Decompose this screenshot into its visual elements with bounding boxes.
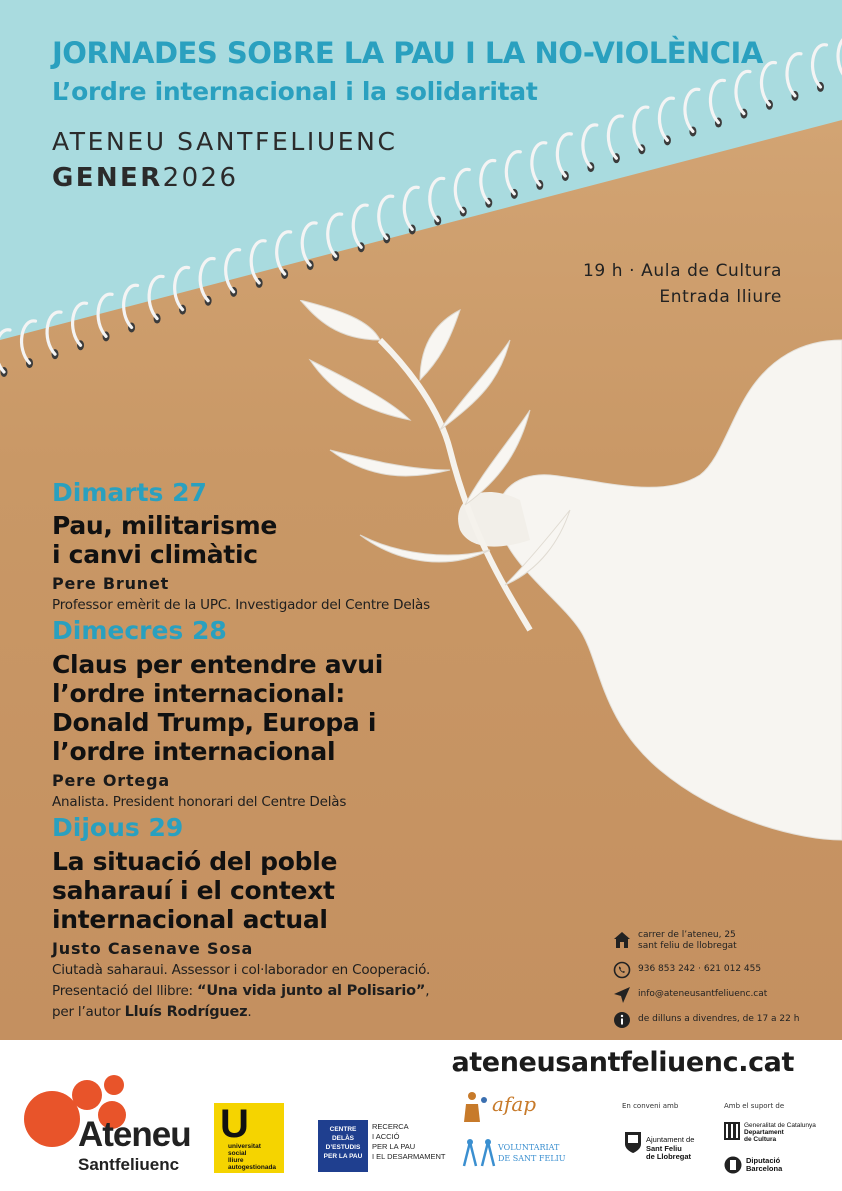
book-presentation-comma: , (425, 983, 430, 999)
event-month: GENER (52, 163, 163, 193)
spiral-ring (149, 276, 163, 318)
spiral-ring (608, 116, 622, 158)
spiral-ring (404, 187, 418, 229)
session-speaker-role: Ciutadà saharaui. Assessor i col·laborador en Cooperació. (52, 962, 431, 978)
generalitat-line: Generalitat de Catalunya (744, 1122, 816, 1129)
session-speaker: Pere Brunet (52, 574, 170, 593)
universitat-social-lliure-logo (214, 1103, 284, 1173)
spiral-ring (251, 241, 265, 283)
spiral-ring (175, 267, 189, 309)
spiral-ring (353, 205, 367, 247)
opening-hours: de dilluns a divendres, de 17 a 22 h (638, 1014, 800, 1024)
universitat-logo-line: autogestionada (228, 1164, 277, 1171)
book-author-label: per l’autor (52, 1004, 125, 1020)
spiral-ring (328, 214, 342, 256)
book-title: “Una vida junto al Polisario” (197, 983, 426, 999)
generalitat-line: Departament (744, 1129, 784, 1136)
centre-delas-line: D’ESTUDIS (325, 1144, 361, 1151)
spiral-ring (506, 152, 520, 194)
generalitat-flag-icon (724, 1122, 740, 1140)
spiral-ring (634, 107, 648, 149)
book-author-period: . (247, 1004, 252, 1020)
book-presentation-label: Presentació del llibre: (52, 983, 197, 999)
ajuntament-line: Sant Feliu (646, 1143, 682, 1153)
phone-numbers: 936 853 242 · 621 012 455 (638, 964, 762, 974)
spiral-ring (455, 169, 469, 211)
address-line1: carrer de l’ateneu, 25 (638, 930, 736, 940)
contact-phone (612, 960, 761, 980)
spiral-ring (557, 134, 571, 176)
spiral-ring (838, 36, 842, 78)
session-title-line: Claus per entendre avui (52, 650, 384, 679)
book-author-name: Lluís Rodríguez (124, 1004, 248, 1020)
universitat-logo-line: social (228, 1150, 247, 1157)
ajuntament-shield-icon (624, 1130, 642, 1154)
voluntariat-figures-icon (462, 1138, 496, 1168)
contact-hours (612, 1010, 799, 1030)
paper-dove-illustration (300, 300, 842, 860)
event-title: JORNADES SOBRE LA PAU I LA NO-VIOLÈNCIA (52, 36, 763, 70)
spiral-ring (226, 250, 240, 292)
centre-delas-tagline: I ACCIÓ (372, 1132, 400, 1141)
spiral-ring (761, 63, 775, 105)
session-title-line: La situació del poble (52, 847, 338, 876)
time-and-place: 19 h · Aula de Cultura (582, 261, 782, 281)
generalitat-logo (724, 1122, 834, 1146)
ateneu-santfeliuenc-logo (22, 1075, 212, 1180)
event-year: 2026 (162, 163, 239, 193)
contact-address (612, 930, 737, 952)
centre-delas-line: CENTRE DELÀS (329, 1126, 357, 1142)
voluntariat-line: DE SANT FELIU (498, 1154, 566, 1163)
ajuntament-sant-feliu-logo (624, 1130, 714, 1170)
ajuntament-line: Ajuntament de (646, 1135, 695, 1144)
generalitat-line: de Cultura (744, 1136, 777, 1143)
book-presentation (52, 983, 429, 999)
session-title-line: internacional actual (52, 905, 328, 934)
spiral-ring (302, 223, 316, 265)
session-speaker: Justo Casenave Sosa (52, 939, 254, 958)
session-speaker-role: Professor emèrit de la UPC. Investigador del Centre Delàs (52, 597, 430, 613)
centre-delas-logo (318, 1120, 448, 1172)
diputacio-line: Diputació (746, 1156, 781, 1165)
session-speaker: Pere Ortega (52, 771, 170, 790)
diputacio-emblem-icon (724, 1156, 742, 1174)
universitat-logo-letter: U (220, 1102, 249, 1146)
spiral-ring (98, 294, 112, 336)
spiral-ring (277, 232, 291, 274)
email-address[interactable]: info@ateneusantfeliuenc.cat (638, 989, 768, 999)
spiral-ring (47, 312, 61, 354)
event-date (52, 163, 238, 193)
afap-logo (462, 1090, 562, 1126)
session-title-line: i canvi climàtic (52, 540, 258, 569)
spiral-ring (710, 80, 724, 122)
centre-delas-line: PER LA PAU (323, 1153, 363, 1160)
session-title-line: l’ordre internacional: (52, 679, 345, 708)
agreement-label: En conveni amb (622, 1102, 679, 1110)
event-subtitle: L’ordre internacional i la solidaritat (52, 77, 538, 106)
info-icon (612, 1010, 632, 1030)
universitat-logo-line: universitat (228, 1143, 261, 1150)
home-icon (612, 930, 632, 950)
spiral-ring (685, 89, 699, 131)
universitat-logo-line: lliure (228, 1157, 244, 1164)
spiral-ring (583, 125, 597, 167)
spiral-ring (659, 98, 673, 140)
spiral-ring (22, 321, 36, 363)
ateneu-logo-place: Santfeliuenc (78, 1155, 180, 1174)
centre-delas-tagline: I EL DESARMAMENT (372, 1152, 446, 1161)
address-line2: sant feliu de llobregat (638, 941, 737, 951)
session-title-line: Pau, militarisme (52, 511, 278, 540)
spiral-ring (736, 71, 750, 113)
voluntariat-sant-feliu-logo (462, 1138, 572, 1174)
support-label: Amb el suport de (724, 1102, 785, 1110)
website-url[interactable]: ateneusantfeliuenc.cat (451, 1047, 794, 1078)
spiral-ring (532, 143, 546, 185)
session-day: Dijous 29 (52, 813, 184, 842)
entry-info: Entrada lliure (659, 287, 782, 307)
spiral-ring (379, 196, 393, 238)
diputacio-barcelona-logo (724, 1156, 824, 1178)
spiral-ring (73, 303, 87, 345)
session-title-line: l’ordre internacional (52, 737, 336, 766)
centre-delas-tagline: PER LA PAU (372, 1142, 416, 1151)
session-speaker-role: Analista. President honorari del Centre Delàs (52, 794, 347, 810)
spiral-ring (787, 54, 801, 96)
ajuntament-line: de Llobregat (646, 1152, 692, 1161)
book-author (52, 1004, 251, 1020)
afap-figure-icon (462, 1090, 490, 1124)
spiral-ring (481, 161, 495, 203)
send-icon (612, 985, 632, 1005)
session-day: Dimecres 28 (52, 616, 227, 645)
spiral-ring (0, 330, 10, 372)
afap-logo-text: afap (492, 1092, 537, 1116)
session-day: Dimarts 27 (52, 478, 207, 507)
spiral-ring (813, 45, 827, 87)
spiral-ring (200, 259, 214, 301)
spiral-ring (430, 178, 444, 220)
whatsapp-icon (612, 960, 632, 980)
diputacio-line: Barcelona (746, 1164, 783, 1173)
contact-email[interactable] (612, 985, 767, 1005)
venue-name: ATENEU SANTFELIUENC (52, 127, 398, 156)
session-title-line: saharauí i el context (52, 876, 335, 905)
voluntariat-line: VOLUNTARIAT (498, 1143, 560, 1152)
spiral-ring (124, 285, 138, 327)
ateneu-logo-word: Ateneu (78, 1115, 191, 1154)
centre-delas-tagline: RECERCA (372, 1122, 409, 1131)
session-title-line: Donald Trump, Europa i (52, 708, 377, 737)
